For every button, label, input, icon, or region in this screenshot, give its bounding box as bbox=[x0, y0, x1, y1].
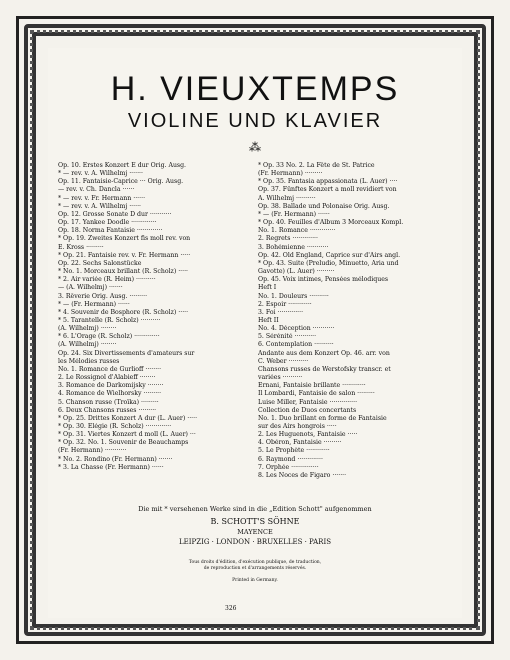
catalog-entry: Op. 24. Six Divertissements d'amateurs sur bbox=[58, 349, 195, 357]
catalog-entry: 3. Foi ············· bbox=[258, 308, 304, 316]
catalog-entry: * — (Fr. Hermann) ······ bbox=[58, 300, 130, 308]
composer-title: H. VIEUXTEMPS bbox=[110, 70, 400, 108]
catalog-entry: * — rev. v. Fr. Hermann ······ bbox=[58, 194, 146, 202]
catalog-entry: 6. Deux Chansons russes ········· bbox=[58, 406, 157, 414]
catalog-entry: 3. Rêverie Orig. Ausg. ········· bbox=[58, 292, 148, 300]
catalog-entry: 2. Regrets ············· bbox=[258, 235, 318, 243]
catalog-entry: 3. Romance de Darkomijsky ········ bbox=[58, 382, 164, 390]
catalog-entry: * Op. 30. Elégie (R. Scholz) ············· bbox=[58, 423, 172, 430]
catalog-entry: (A. Wilhelmj) ········ bbox=[58, 325, 117, 333]
instrument-subtitle: VIOLINE UND KLAVIER bbox=[127, 110, 383, 132]
catalog-entry: * 2. Air variée (R. Heim) ·········· bbox=[58, 276, 156, 284]
catalog-entry: No. 4. Déception ··········· bbox=[258, 325, 335, 333]
catalog-entry: Gavotte) (L. Auer) ········· bbox=[258, 268, 335, 276]
catalog-entry: * — rev. v. A. Wilhelmj ······ bbox=[58, 202, 142, 210]
catalog-entry: 2. Le Rossignol d'Alabieff ········ bbox=[58, 374, 156, 382]
catalog-entry: 3. Bohémienne ··········· bbox=[258, 243, 329, 251]
catalog-left-column bbox=[58, 162, 254, 472]
catalog-entry: — rev. v. Ch. Dancla ······ bbox=[58, 186, 135, 194]
catalog-entry: * — (Fr. Hermann) ······ bbox=[258, 210, 330, 218]
catalog-entry: Op. 10. Erstes Konzert E dur Orig. Ausg. bbox=[58, 162, 187, 169]
catalog-entry: Heft II bbox=[258, 316, 279, 324]
catalog-entry: 5. Le Prophète ············ bbox=[258, 447, 330, 455]
publisher-name: B. SCHOTT'S SÖHNE bbox=[210, 517, 300, 526]
catalog-entry: 5. Chanson russe (Troïka) ········· bbox=[58, 398, 159, 406]
catalog-entry: No. 1. Douleurs ·········· bbox=[258, 292, 329, 300]
catalog-entry: Op. 42. Old England, Caprice sur d'Airs angl. bbox=[258, 251, 401, 259]
rights-notice bbox=[0, 560, 510, 572]
printed-in: Printed in Germany. bbox=[232, 578, 278, 583]
catalog-entry: Op. 38. Ballade und Polonaise Orig. Ausg. bbox=[258, 202, 390, 210]
publisher-block bbox=[0, 517, 510, 547]
catalog-entry: 2. Espoir ············ bbox=[258, 300, 312, 308]
rights-line-2: de reproduction et d'arrangements réservés. bbox=[203, 566, 307, 571]
catalog-entry: 6. Raymond ············· bbox=[258, 455, 323, 463]
catalog-entry: Op. 12. Grosse Sonate D dur ··········· bbox=[58, 210, 172, 218]
catalog-entry: 7. Orphée ·············· bbox=[258, 463, 319, 471]
catalog-entry: Chansons russes de Werstofsky transcr. et bbox=[258, 365, 391, 373]
catalog-entry: No. 1. Duo brillant en forme de Fantaisie bbox=[258, 414, 387, 422]
catalog-entry: * Op. 33 No. 2. La Fête de St. Patrice bbox=[258, 162, 375, 169]
catalog-entry: * 3. La Chasse (Fr. Hermann) ······ bbox=[58, 463, 164, 471]
catalog-entry: A. Wilhelmj ·········· bbox=[258, 194, 316, 202]
catalog-entry: Il Lombardi, Fantaisie de salon ········· bbox=[258, 390, 375, 398]
catalog-entry: — (A. Wilhelmj) ······· bbox=[58, 284, 123, 292]
catalog-entry: * No. 2. Rondino (Fr. Hermann) ······· bbox=[58, 455, 173, 463]
catalog-entry: Op. 18. Norma Fantaisie ············· bbox=[58, 227, 163, 235]
catalog-entry: les Mélodies russes bbox=[58, 357, 120, 365]
catalog-entry: Luise Miller, Fantaisie ·············· bbox=[258, 398, 358, 406]
catalog-entry: * 5. Tarantelle (R. Scholz) ·········· bbox=[58, 316, 161, 324]
catalog-entry: * No. 1. Morceaux brillant (R. Scholz) ····· bbox=[58, 268, 189, 276]
catalog-entry: * 4. Souvenir de Bosphore (R. Scholz) ····· bbox=[58, 308, 189, 316]
catalog-entry: variées ·········· bbox=[258, 374, 303, 382]
catalog-entry: Op. 17. Yankee Doodle ············· bbox=[58, 219, 157, 227]
catalog-entry: * Op. 32. No. 1. Souvenir de Beauchamps bbox=[58, 439, 189, 447]
catalog-entry: (Fr. Hermann) ········· bbox=[258, 170, 323, 178]
catalog-right-column bbox=[258, 162, 454, 480]
catalog-entry: 2. Les Huguenots, Fantaisie ····· bbox=[258, 431, 358, 439]
catalog-entry: * — rev. v. A. Wilhelmj ······· bbox=[58, 170, 143, 178]
catalog-entry: * Op. 40. Feuilles d'Album 3 Morceaux Kompl. bbox=[258, 219, 404, 227]
catalog-entry: * Op. 25. Drittes Konzert A dur (L. Auer) ····· bbox=[58, 414, 198, 422]
publisher-cities: LEIPZIG · LONDON · BRUXELLES · PARIS bbox=[178, 538, 332, 546]
catalog-entry: * Op. 31. Viertes Konzert d moll (L. Auer) ··· bbox=[58, 431, 196, 439]
publisher-city: MAYENCE bbox=[237, 528, 273, 536]
catalog-entry: (A. Wilhelmj) ········ bbox=[58, 341, 117, 349]
catalog-entry: Op. 11. Fantaisie-Caprice ··· Orig. Ausg. bbox=[58, 178, 184, 186]
catalog-entry: 6. Contemplation ·········· bbox=[258, 341, 334, 349]
edition-note: Die mit * versehenen Werke sind in die „Edition Schott" aufgenommen bbox=[138, 505, 372, 513]
catalog-entry: * Op. 21. Fantaisie rev. v. Fr. Hermann ····· bbox=[58, 251, 191, 259]
catalog-entry: 4. Romance de Wielhorsky ········· bbox=[58, 390, 162, 398]
plate-number: 326 bbox=[225, 605, 237, 612]
catalog-entry: Heft I bbox=[258, 284, 277, 292]
catalog-entry: * Op. 35. Fantasia appassionata (L. Auer) ···· bbox=[258, 178, 398, 186]
catalog-entry: Op. 22. Sechs Salonstücke bbox=[58, 259, 142, 267]
catalog-entry: Op. 37. Fünftes Konzert a moll revidiert von bbox=[258, 186, 397, 194]
catalog-entry: Collection de Duos concertants bbox=[258, 406, 357, 414]
catalog-entry: 4. Obéron, Fantaisie ········· bbox=[258, 439, 342, 447]
catalog-entry: sur des Airs hongrois ····· bbox=[258, 423, 337, 430]
ornament-icon: ⁂ bbox=[249, 140, 261, 154]
catalog-entry: * Op. 19. Zweites Konzert fis moll rev. von bbox=[58, 235, 191, 243]
catalog-entry: 8. Les Noces de Figaro ······· bbox=[258, 471, 347, 479]
catalog-entry: No. 1. Romance ············· bbox=[258, 227, 336, 235]
catalog-entry: (Fr. Hermann) ··········· bbox=[58, 447, 127, 455]
catalog-entry: Andante aus dem Konzert Op. 46. arr. von bbox=[258, 349, 390, 357]
catalog-entry: * 6. L'Orage (R. Scholz) ············· bbox=[58, 333, 160, 341]
catalog-entry: Ernani, Fantaisie brillante ············ bbox=[258, 382, 366, 390]
catalog-entry: Op. 45. Voix intimes, Pensées mélodiques bbox=[258, 276, 389, 284]
catalog-entry: 5. Sérénité ··········· bbox=[258, 333, 317, 341]
rights-line-1: Tous droits d'édition, d'exécution publique, de traduction, bbox=[188, 560, 322, 565]
catalog-entry: * Op. 43. Suite (Preludio, Minuetto, Aria und bbox=[258, 259, 399, 267]
catalog-entry: No. 1. Romance de Gurlioff ········ bbox=[58, 365, 162, 373]
catalog-entry: E. Kross ········· bbox=[58, 243, 104, 251]
catalog-entry: C. Weber ·········· bbox=[258, 357, 309, 365]
